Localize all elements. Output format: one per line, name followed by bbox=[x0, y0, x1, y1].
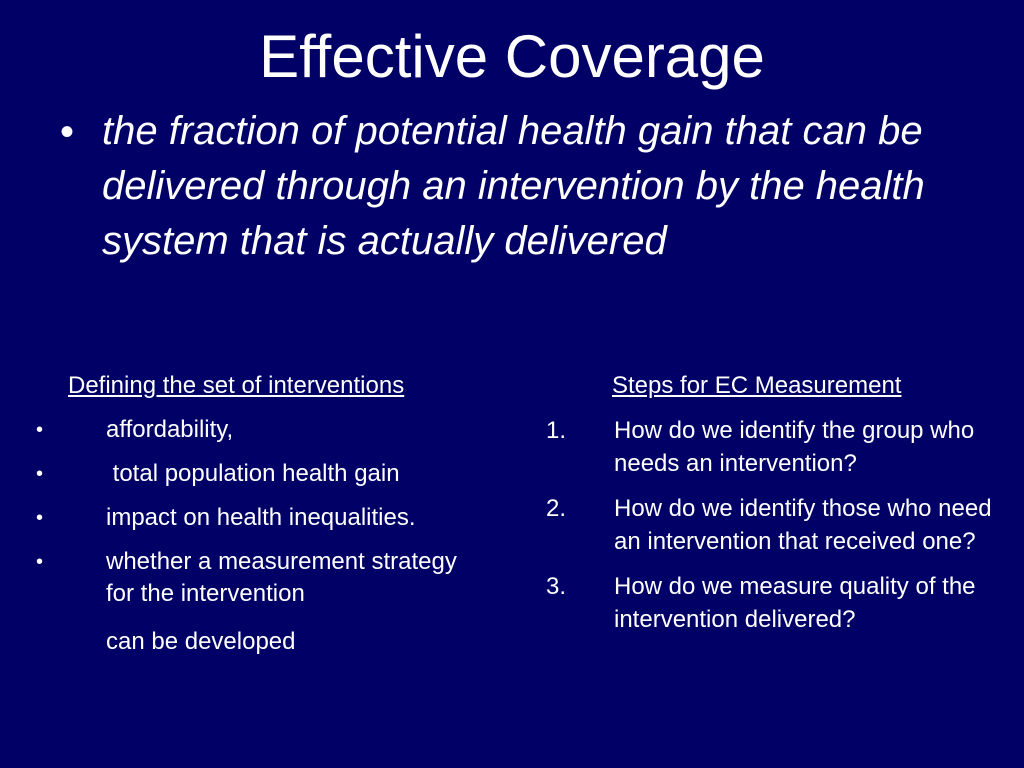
definition-text: the fraction of potential health gain that can be delivered through an intervention by the health system that is actually delivered bbox=[102, 109, 925, 263]
step-text: How do we identify those who need an intervention that received one? bbox=[614, 495, 992, 555]
list-item-text: affordability, bbox=[106, 416, 234, 443]
bullet-mark: • bbox=[36, 419, 44, 441]
step-item bbox=[0, 492, 1024, 558]
bullet-mark: • bbox=[36, 463, 44, 485]
bullet-mark: • bbox=[36, 507, 44, 529]
bullet-mark: • bbox=[36, 551, 44, 573]
list-item-text-line: can be developed bbox=[106, 628, 296, 655]
right-column-heading: Steps for EC Measurement bbox=[612, 372, 902, 399]
slide-title: Effective Coverage bbox=[259, 23, 765, 90]
step-number: 1. bbox=[546, 417, 567, 444]
step-text: How do we measure quality of the intervention delivered? bbox=[614, 573, 976, 633]
definition-bullet: • bbox=[60, 110, 75, 154]
steps-list bbox=[0, 414, 1024, 648]
definition-block bbox=[56, 104, 956, 269]
step-text: How do we identify the group who needs an intervention? bbox=[614, 417, 975, 477]
list-item-text: total population health gain bbox=[106, 460, 400, 487]
step-number: 3. bbox=[546, 573, 567, 600]
step-item bbox=[0, 570, 1024, 636]
list-item-text-line: whether a measurement strategy for the intervention bbox=[106, 548, 457, 607]
left-column-heading: Defining the set of interventions bbox=[68, 372, 405, 399]
step-number: 2. bbox=[546, 495, 567, 522]
list-item-text: impact on health inequalities. bbox=[106, 504, 416, 531]
step-item bbox=[0, 414, 1024, 480]
